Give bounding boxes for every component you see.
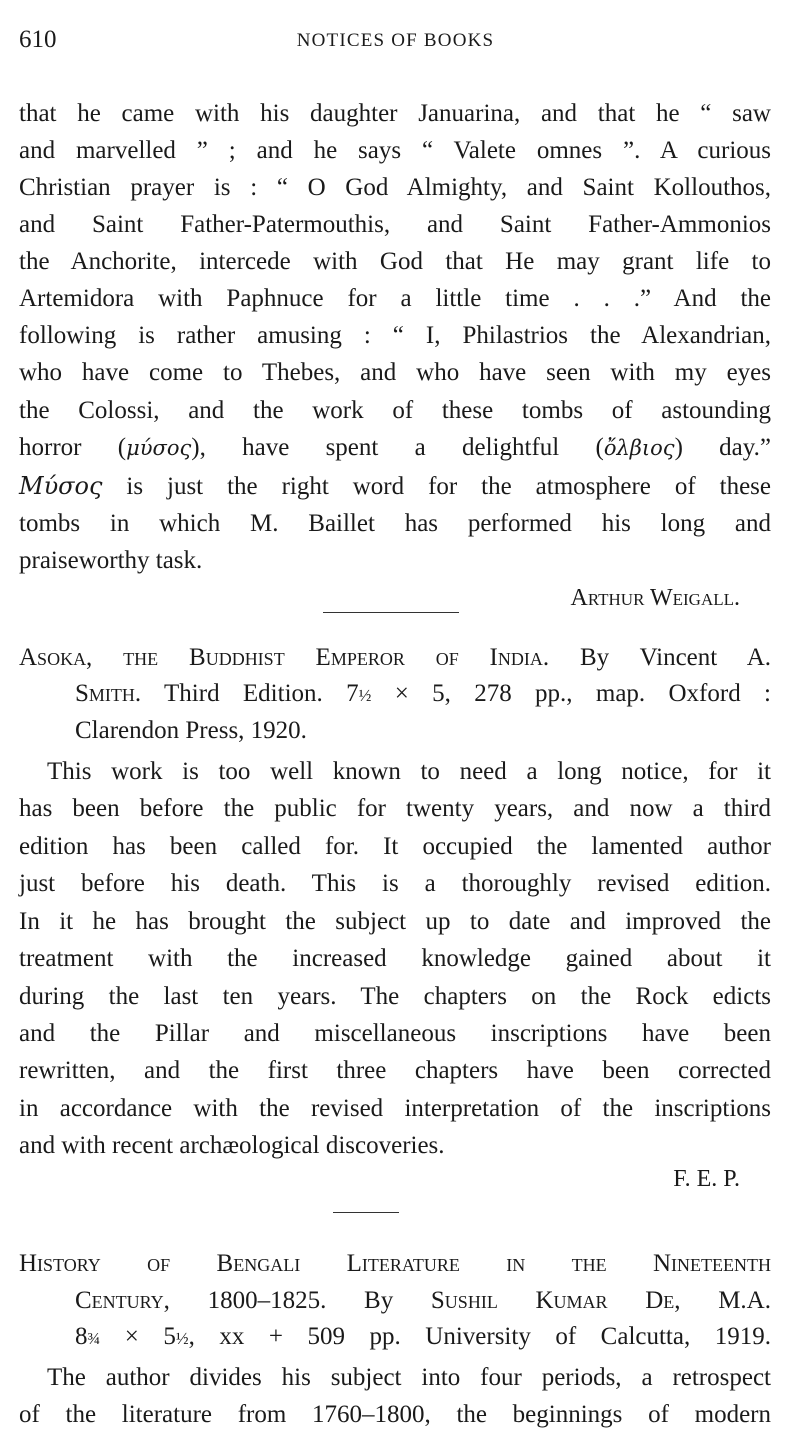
page-header (19, 26, 772, 58)
book-heading-line (75, 677, 771, 713)
greek-word: Μύσος (19, 472, 103, 500)
text-segment: ), have spent a delightful ( (191, 434, 604, 461)
book-title: History of Bengali Literature in the Nineteenth (19, 1250, 771, 1277)
fraction: ¾ (87, 1329, 101, 1348)
text-segment: × 5 (100, 1323, 176, 1350)
book-author: Smith. (75, 680, 142, 707)
book-edition: Third Edition. 7 (141, 680, 359, 707)
book-title: Asoka, the Buddhist Emperor of India. (19, 644, 550, 671)
text-line: the Anchorite, intercede with God that He may grant life to (19, 248, 771, 275)
text-line: that he came with his daughter Januarina, and that he “ saw (19, 100, 771, 127)
book-author: Sushil Kumar De, (430, 1287, 681, 1314)
text-segment: is just the right word for the atmosphere of these (102, 473, 771, 500)
book-title-continued: Century, (75, 1287, 170, 1314)
text-line: Christian prayer is : “ O God Almighty, and Saint Kollouthos, (19, 174, 771, 201)
separator-rule (333, 1212, 399, 1213)
text-line: In it he has brought the subject up to date and improved the (19, 908, 771, 935)
text-line: This work is too well known to need a long notice, for it (47, 758, 771, 785)
text-line: rewritten, and the first three chapters have been corrected (19, 1057, 771, 1084)
text-line: and marvelled ” ; and he says “ Valete omnes ”. A curious (19, 137, 771, 164)
text-line: just before his death. This is a thoroughly revised edition. (19, 870, 771, 897)
text-line: praiseworthy task. (19, 547, 203, 574)
greek-word: μύσος (126, 436, 192, 460)
book-details (75, 1320, 771, 1356)
text-line-greek (19, 469, 771, 504)
text-segment: ) day.” (674, 434, 771, 461)
text-line: and with recent archæological discoveries. (19, 1132, 445, 1159)
book-heading-line (75, 1284, 771, 1318)
text-line: edition has been called for. It occupied the lamented author (19, 833, 771, 860)
text-line: following is rather amusing : “ I, Philastrios the Alexandrian, (19, 322, 771, 349)
text-line-greek (19, 431, 771, 465)
text-line: and the Pillar and miscellaneous inscriptions have been (19, 1020, 771, 1047)
running-head: NOTICES OF BOOKS (296, 30, 495, 51)
fraction: ½ (175, 1329, 189, 1348)
fraction: ½ (358, 686, 372, 705)
text-line: tombs in which M. Baillet has performed his long and (19, 510, 771, 537)
book-author-degree: M.A. (680, 1287, 771, 1314)
text-line: The author divides his subject into four periods, a retrospect (47, 1364, 771, 1391)
page-number: 610 (19, 26, 57, 53)
text-segment: 8 (75, 1323, 88, 1350)
text-segment: , xx + 509 pp. University of Calcutta, 1919. (188, 1323, 771, 1350)
text-line: Artemidora with Paphnuce for a little time . . .” And the (19, 285, 771, 312)
text-line: treatment with the increased knowledge gained about it (19, 945, 771, 972)
book-author-prefix: By Vincent A. (549, 644, 771, 671)
book-publisher: Clarendon Press, 1920. (75, 717, 307, 744)
book-heading-line (19, 641, 771, 675)
signature: F. E. P. (673, 1166, 740, 1192)
signature: Arthur Weigall. (570, 585, 740, 611)
separator-rule (323, 612, 459, 613)
text-line: who have come to Thebes, and who have seen with my eyes (19, 359, 771, 386)
book-details: × 5, 278 pp., map. Oxford : (371, 680, 771, 707)
text-line: has been before the public for twenty years, and now a third (19, 795, 771, 822)
text-line: the Colossi, and the work of these tombs of astounding (19, 397, 771, 424)
text-line: and Saint Father-Patermouthis, and Saint Father-Ammonios (19, 211, 771, 238)
text-line: of the literature from 1760–1800, the beginnings of modern (19, 1401, 771, 1428)
text-line: in accordance with the revised interpretation of the inscriptions (19, 1095, 771, 1122)
text-segment: horror ( (19, 434, 127, 461)
text-line: during the last ten years. The chapters on the Rock edicts (19, 983, 771, 1010)
book-years: 1800–1825. By (169, 1287, 431, 1314)
greek-word: ὄλβιος (603, 436, 675, 460)
